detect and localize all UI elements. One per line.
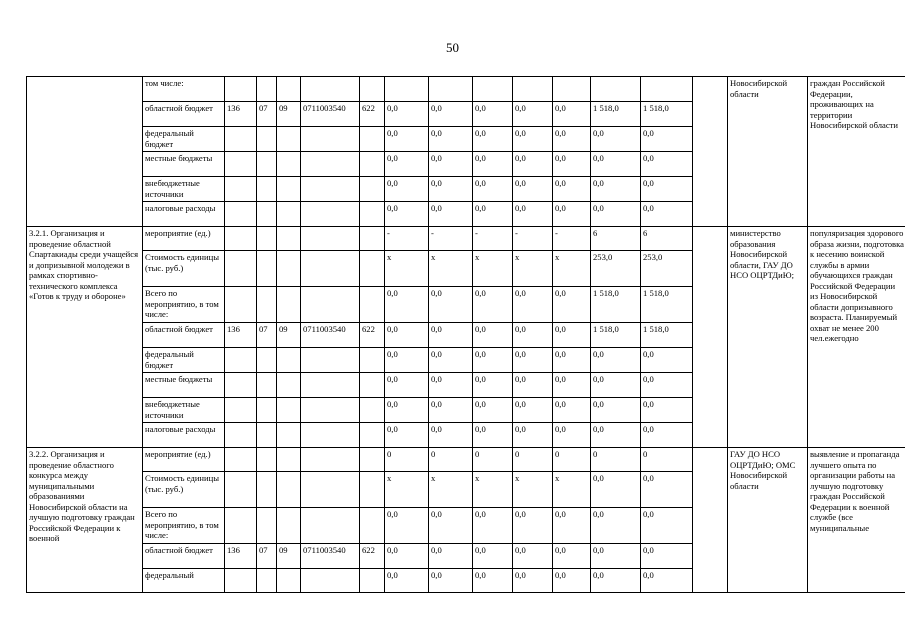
amount-cell: х (553, 251, 591, 287)
activity-title-cell (27, 77, 143, 227)
budget-code-cell (225, 202, 257, 227)
budget-code-cell (301, 508, 360, 544)
amount-cell: 0,0 (591, 127, 641, 152)
budget-code-cell (225, 398, 257, 423)
amount-cell: 0,0 (641, 348, 693, 373)
budget-code-cell (257, 348, 277, 373)
amount-cell: 0,0 (641, 544, 693, 569)
amount-cell: 0,0 (553, 569, 591, 593)
budget-code-cell (277, 448, 301, 472)
amount-cell: 0,0 (473, 177, 513, 202)
budget-code-cell (225, 472, 257, 508)
amount-cell: 0,0 (473, 323, 513, 348)
budget-code-cell (257, 373, 277, 398)
amount-cell: 0,0 (553, 177, 591, 202)
amount-cell: 0,0 (385, 373, 429, 398)
budget-code-cell (360, 508, 385, 544)
row-label-cell: федеральный бюджет (143, 348, 225, 373)
budget-code-cell (277, 152, 301, 177)
budget-code-cell (360, 348, 385, 373)
amount-cell: 0,0 (385, 152, 429, 177)
amount-cell: 0,0 (429, 177, 473, 202)
budget-code-cell (225, 177, 257, 202)
amount-cell: 0,0 (553, 373, 591, 398)
amount-cell: х (385, 472, 429, 508)
row-label-cell: Стоимость единицы (тыс. руб.) (143, 472, 225, 508)
amount-cell: - (429, 227, 473, 251)
amount-cell: 0,0 (385, 202, 429, 227)
budget-code-cell: 136 (225, 323, 257, 348)
amount-cell: 0,0 (429, 102, 473, 127)
budget-code-cell (257, 227, 277, 251)
budget-code-cell (360, 202, 385, 227)
budget-code-cell (360, 77, 385, 102)
budget-code-cell (257, 127, 277, 152)
amount-cell: 0,0 (385, 398, 429, 423)
row-label-cell: областной бюджет (143, 323, 225, 348)
budget-code-cell (225, 448, 257, 472)
budget-code-cell (360, 569, 385, 593)
budget-code-cell (257, 472, 277, 508)
activity-title-cell: 3.2.2. Организация и проведение областного конкурса между муниципальными образованиями Новосибирской области на лучшую подготовку граждан Российской Федерации к военной (27, 448, 143, 593)
amount-cell: 0,0 (473, 423, 513, 448)
amount-cell: х (429, 251, 473, 287)
budget-code-cell (301, 251, 360, 287)
row-label-cell: внебюджетные источники (143, 398, 225, 423)
amount-cell: 0,0 (553, 127, 591, 152)
amount-cell: 0,0 (385, 569, 429, 593)
budget-code-cell (257, 177, 277, 202)
budget-code-cell (301, 569, 360, 593)
budget-code-cell (257, 423, 277, 448)
result-cell: популяризация здорового образа жизни, подготовка к несению воинской службы в армии обучающихся граждан Российской Федерации из Новосибирской области допризывного возраста. Планируемый охват не менее 200 чел.ежегодно (808, 227, 905, 448)
budget-code-cell (225, 569, 257, 593)
budget-code-cell (301, 177, 360, 202)
budget-code-cell (277, 508, 301, 544)
amount-cell: 0,0 (591, 202, 641, 227)
activity-title-cell: 3.2.1. Организация и проведение областной Спартакиады среди учащейся и допризывной молодежи в рамках спортивно-технического комплекса «Готов к труду и обороне» (27, 227, 143, 448)
budget-code-cell (360, 227, 385, 251)
amount-cell: 0,0 (385, 102, 429, 127)
amount-cell: 0,0 (513, 127, 553, 152)
budget-code-cell (360, 127, 385, 152)
amount-cell: х (429, 472, 473, 508)
budget-code-cell (360, 423, 385, 448)
amount-cell: 0,0 (429, 127, 473, 152)
budget-code-cell (257, 77, 277, 102)
amount-cell: 0 (553, 448, 591, 472)
amount-cell: 0,0 (473, 398, 513, 423)
budget-code-cell (257, 398, 277, 423)
amount-cell: 0,0 (513, 287, 553, 323)
amount-cell: 0,0 (429, 544, 473, 569)
budget-code-cell: 136 (225, 102, 257, 127)
budget-code-cell (257, 508, 277, 544)
budget-code-cell (301, 448, 360, 472)
amount-cell: 0,0 (429, 287, 473, 323)
amount-cell: 0,0 (591, 348, 641, 373)
amount-cell: 0,0 (641, 152, 693, 177)
row-label-cell: федеральный (143, 569, 225, 593)
amount-cell: 0,0 (591, 423, 641, 448)
budget-code-cell: 07 (257, 544, 277, 569)
amount-cell: 253,0 (641, 251, 693, 287)
result-cell: граждан Российской Федерации, проживающих на территории Новосибирской области (808, 77, 905, 227)
executor-cell: Новосибирской области (728, 77, 808, 227)
amount-cell (553, 77, 591, 102)
amount-cell: 0,0 (429, 373, 473, 398)
budget-code-cell (301, 472, 360, 508)
amount-cell: 0,0 (553, 508, 591, 544)
row-label-cell: том числе: (143, 77, 225, 102)
budget-code-cell (360, 177, 385, 202)
budget-code-cell (277, 398, 301, 423)
budget-code-cell (277, 177, 301, 202)
budget-code-cell (257, 251, 277, 287)
amount-cell: 0,0 (513, 569, 553, 593)
budget-code-cell: 136 (225, 544, 257, 569)
amount-cell: 1 518,0 (591, 102, 641, 127)
budget-code-cell (301, 373, 360, 398)
budget-code-cell (301, 287, 360, 323)
budget-code-cell (277, 569, 301, 593)
amount-cell: 0,0 (591, 544, 641, 569)
amount-cell: 0,0 (553, 152, 591, 177)
amount-cell (641, 77, 693, 102)
amount-cell: 0,0 (429, 398, 473, 423)
amount-cell: 0,0 (473, 202, 513, 227)
amount-cell: 0,0 (513, 177, 553, 202)
row-label-cell: налоговые расходы (143, 202, 225, 227)
amount-cell: 0,0 (473, 287, 513, 323)
amount-cell: 0,0 (473, 544, 513, 569)
amount-cell: 1 518,0 (641, 287, 693, 323)
amount-cell: 0,0 (385, 177, 429, 202)
amount-cell: 0,0 (553, 202, 591, 227)
amount-cell: - (553, 227, 591, 251)
budget-code-cell (360, 287, 385, 323)
amount-cell: 0,0 (591, 373, 641, 398)
budget-code-cell (225, 127, 257, 152)
amount-cell: х (513, 251, 553, 287)
budget-code-cell (277, 472, 301, 508)
budget-code-cell (277, 348, 301, 373)
budget-code-cell (301, 227, 360, 251)
budget-code-cell (225, 373, 257, 398)
budget-code-cell: 622 (360, 102, 385, 127)
row-label-cell: внебюджетные источники (143, 177, 225, 202)
amount-cell: 0,0 (641, 423, 693, 448)
amount-cell: 0,0 (429, 569, 473, 593)
amount-cell: 0,0 (385, 323, 429, 348)
row-label-cell: местные бюджеты (143, 373, 225, 398)
amount-cell: 0,0 (429, 323, 473, 348)
budget-code-cell (277, 227, 301, 251)
amount-cell: 0,0 (513, 373, 553, 398)
amount-cell: 0,0 (473, 569, 513, 593)
budget-code-cell (301, 348, 360, 373)
amount-cell: 0,0 (553, 398, 591, 423)
budget-code-cell (360, 373, 385, 398)
row-label-cell: мероприятие (ед.) (143, 227, 225, 251)
budget-code-cell: 0711003540 (301, 102, 360, 127)
amount-cell (513, 77, 553, 102)
amount-cell: - (473, 227, 513, 251)
amount-cell: 0,0 (591, 569, 641, 593)
budget-code-cell (225, 287, 257, 323)
row-label-cell: мероприятие (ед.) (143, 448, 225, 472)
amount-cell: 0 (473, 448, 513, 472)
budget-code-cell: 09 (277, 544, 301, 569)
amount-cell (473, 77, 513, 102)
amount-cell: 0,0 (385, 348, 429, 373)
budget-code-cell (225, 251, 257, 287)
budget-code-cell (301, 77, 360, 102)
amount-cell: 0,0 (385, 127, 429, 152)
budget-code-cell (277, 77, 301, 102)
budget-code-cell (257, 287, 277, 323)
budget-code-cell (277, 251, 301, 287)
spacer-cell (693, 448, 728, 593)
budget-code-cell (257, 448, 277, 472)
amount-cell: 0,0 (591, 152, 641, 177)
amount-cell: 0,0 (473, 127, 513, 152)
amount-cell: 0,0 (553, 323, 591, 348)
page-number: 50 (446, 40, 459, 55)
budget-code-cell: 07 (257, 102, 277, 127)
budget-code-cell (301, 127, 360, 152)
budget-code-cell (257, 202, 277, 227)
amount-cell: 0,0 (641, 508, 693, 544)
budget-code-cell (225, 423, 257, 448)
budget-code-cell: 09 (277, 323, 301, 348)
row-label-cell: налоговые расходы (143, 423, 225, 448)
amount-cell: 0,0 (641, 569, 693, 593)
amount-cell: 0,0 (513, 398, 553, 423)
budget-code-cell (277, 423, 301, 448)
amount-cell: 0,0 (473, 508, 513, 544)
row-label-cell: Стоимость единицы (тыс. руб.) (143, 251, 225, 287)
amount-cell: 0,0 (513, 152, 553, 177)
amount-cell: 0,0 (513, 423, 553, 448)
row-label-cell: местные бюджеты (143, 152, 225, 177)
budget-code-cell (257, 152, 277, 177)
row-label-cell: областной бюджет (143, 102, 225, 127)
amount-cell: 1 518,0 (591, 287, 641, 323)
amount-cell: 0,0 (641, 373, 693, 398)
amount-cell: 0,0 (473, 373, 513, 398)
amount-cell: 0,0 (513, 102, 553, 127)
budget-code-cell (277, 202, 301, 227)
amount-cell: 0,0 (429, 202, 473, 227)
amount-cell: х (473, 472, 513, 508)
amount-cell: 0,0 (641, 398, 693, 423)
amount-cell: 0,0 (591, 177, 641, 202)
row-label-cell: Всего по мероприятию, в том числе: (143, 287, 225, 323)
budget-code-cell: 0711003540 (301, 323, 360, 348)
amount-cell: 0,0 (429, 152, 473, 177)
amount-cell: 0,0 (591, 508, 641, 544)
budget-code-cell (360, 448, 385, 472)
table-row (27, 77, 905, 102)
budget-code-cell (277, 287, 301, 323)
executor-cell: министерство образования Новосибирской области, ГАУ ДО НСО ОЦРТДиЮ; (728, 227, 808, 448)
amount-cell: 6 (591, 227, 641, 251)
amount-cell: 0,0 (385, 508, 429, 544)
budget-code-cell (225, 508, 257, 544)
budget-code-cell (225, 77, 257, 102)
amount-cell: 0 (385, 448, 429, 472)
budget-code-cell: 0711003540 (301, 544, 360, 569)
amount-cell: 0,0 (553, 423, 591, 448)
amount-cell: 0,0 (591, 398, 641, 423)
budget-code-cell (225, 227, 257, 251)
amount-cell: 0,0 (385, 544, 429, 569)
amount-cell: 253,0 (591, 251, 641, 287)
amount-cell: 0,0 (513, 202, 553, 227)
amount-cell: 0,0 (385, 287, 429, 323)
amount-cell: - (513, 227, 553, 251)
amount-cell: - (385, 227, 429, 251)
amount-cell: 1 518,0 (641, 102, 693, 127)
budget-code-cell: 09 (277, 102, 301, 127)
budget-code-cell (301, 202, 360, 227)
amount-cell: 0,0 (553, 348, 591, 373)
budget-code-cell (301, 398, 360, 423)
amount-cell: 0,0 (513, 323, 553, 348)
amount-cell: 0,0 (429, 348, 473, 373)
amount-cell: 0,0 (473, 102, 513, 127)
amount-cell: 0,0 (553, 287, 591, 323)
row-label-cell: федеральный бюджет (143, 127, 225, 152)
amount-cell: 0,0 (591, 472, 641, 508)
row-label-cell: областной бюджет (143, 544, 225, 569)
budget-code-cell (225, 152, 257, 177)
amount-cell: 0,0 (473, 152, 513, 177)
amount-cell: 0,0 (513, 508, 553, 544)
amount-cell: 0 (591, 448, 641, 472)
amount-cell: 0,0 (641, 472, 693, 508)
amount-cell: 0 (641, 448, 693, 472)
budget-code-cell (301, 423, 360, 448)
budget-code-cell (360, 398, 385, 423)
amount-cell: х (385, 251, 429, 287)
amount-cell: 0 (429, 448, 473, 472)
amount-cell (429, 77, 473, 102)
amount-cell: 6 (641, 227, 693, 251)
amount-cell: х (553, 472, 591, 508)
budget-code-cell (277, 127, 301, 152)
amount-cell: 0,0 (513, 544, 553, 569)
amount-cell: х (513, 472, 553, 508)
amount-cell: 0,0 (641, 127, 693, 152)
amount-cell: 0,0 (429, 423, 473, 448)
result-cell: выявление и пропаганда лучшего опыта по организации работы на лучшую подготовку граждан Российской Федерации к военной службе (все муниципальные (808, 448, 905, 593)
amount-cell: 0,0 (473, 348, 513, 373)
row-label-cell: Всего по мероприятию, в том числе: (143, 508, 225, 544)
amount-cell: 0,0 (553, 102, 591, 127)
executor-cell: ГАУ ДО НСО ОЦРТДиЮ; ОМС Новосибирской области (728, 448, 808, 593)
budget-code-cell (360, 472, 385, 508)
amount-cell: 0,0 (641, 177, 693, 202)
amount-cell (385, 77, 429, 102)
amount-cell: 1 518,0 (591, 323, 641, 348)
amount-cell: 1 518,0 (641, 323, 693, 348)
budget-code-cell (257, 569, 277, 593)
program-activities-table (26, 76, 905, 593)
budget-code-cell: 622 (360, 323, 385, 348)
amount-cell: 0,0 (641, 202, 693, 227)
spacer-cell (693, 227, 728, 448)
amount-cell: х (473, 251, 513, 287)
amount-cell: 0,0 (385, 423, 429, 448)
table-row (27, 448, 905, 472)
amount-cell (591, 77, 641, 102)
budget-code-cell (360, 152, 385, 177)
table-row (27, 227, 905, 251)
amount-cell: 0 (513, 448, 553, 472)
amount-cell: 0,0 (429, 508, 473, 544)
amount-cell: 0,0 (513, 348, 553, 373)
budget-code-cell (301, 152, 360, 177)
budget-code-cell: 622 (360, 544, 385, 569)
budget-code-cell: 07 (257, 323, 277, 348)
budget-code-cell (277, 373, 301, 398)
spacer-cell (693, 77, 728, 227)
budget-code-cell (225, 348, 257, 373)
amount-cell: 0,0 (553, 544, 591, 569)
budget-code-cell (360, 251, 385, 287)
